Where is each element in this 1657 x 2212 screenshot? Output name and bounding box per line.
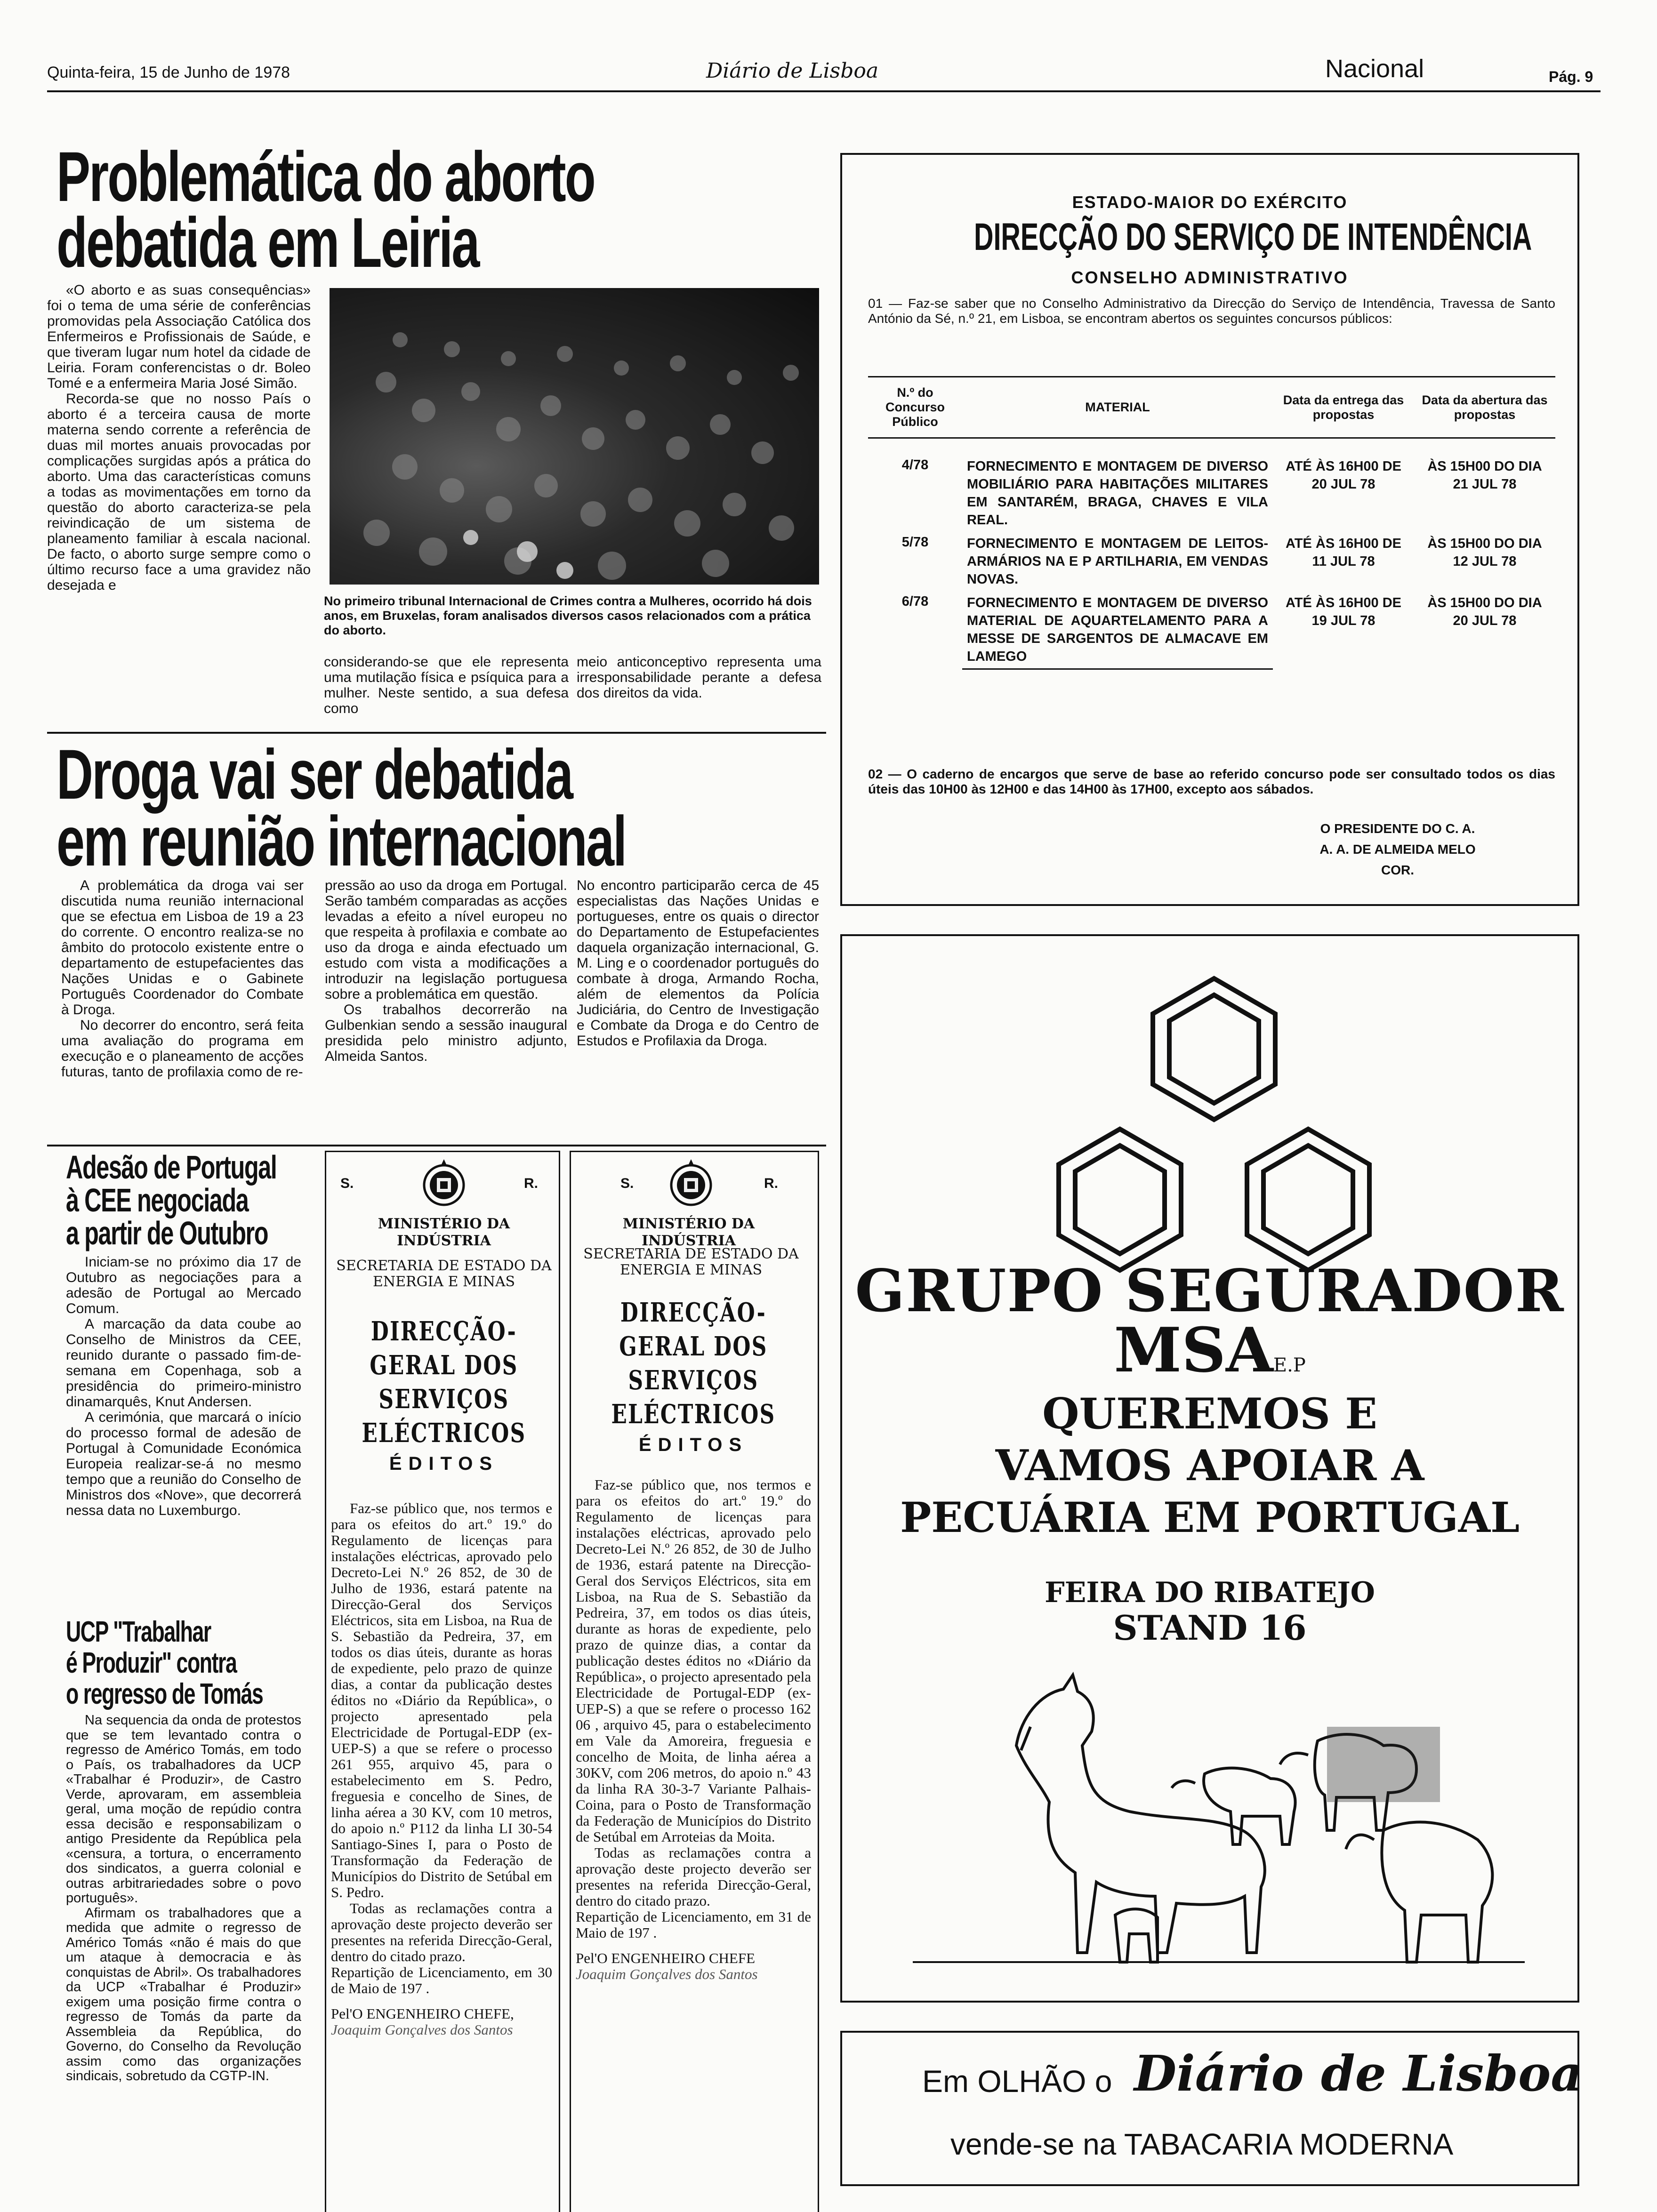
ucp-para1: Na sequencia da onda de protestos que se tem levantado contra o regresso de Américo Tomás, em todo o País, os trabalhadores da UCP «Trabalhar é Produzir», de Castro Verde, aprovaram, em assembleia geral, uma moção de repúdio contra essa decisão e responsabilizam o antigo Presidente da República pela «censura, a tortura, o encerramento dos sindicatos, a guerra colonial e outras arbitrariedades sobre o povo português». [66, 1713, 301, 1906]
edital-1-body-para2: Todas as reclamações contra a aprovação deste projecto deverão ser presentes na referida Direcção-Geral, dentro do citado prazo. [331, 1900, 552, 1964]
msa-line7: STAND 16 [1113, 1608, 1307, 1648]
row-material: FORNECIMENTO E MONTAGEM DE LEITOS-ARMÁRIOS NA E P ARTILHARIA, EM VENDAS NOVAS. [967, 536, 1268, 587]
exercito-note: 02 — O caderno de encargos que serve de base ao referido concurso pode ser consultado todos os dias úteis das 10H00 às 12H00 e das 14H00 às 17H00, excepto aos sábados. [868, 767, 1555, 796]
header-rule [47, 90, 1601, 92]
ucp-title-line3: o regresso de Tomás [66, 1678, 263, 1710]
cee-title-line2: à CEE negociada [66, 1182, 249, 1218]
edital-1-sr-right: R. [524, 1176, 538, 1191]
msa-line4: VAMOS APOIAR A [995, 1441, 1424, 1491]
coat-of-arms-icon [418, 1157, 470, 1213]
header-page: Pág. 9 [1549, 68, 1593, 85]
msa-line3: QUEREMOS E [1042, 1389, 1377, 1439]
edital-2 [570, 1151, 819, 2212]
row-num: 6/78 [901, 594, 929, 609]
droga-col1-para1: A problemática da droga vai ser discutida numa reunião internacional que se efectua em Lisboa de 19 a 23 do corrente. O encontro realiza-se no âmbito do protocolo existente entre o departamento de estupefacientes das Nações Unidas e o Gabinete Português Coordenador do Combate à Droga. [61, 878, 304, 1018]
droga-title-line2: em reunião internacional [56, 801, 626, 881]
exercito-sig3: COR. [1381, 863, 1414, 877]
th-numero: N.º do Concurso Público [868, 377, 962, 438]
aborto-col2: considerando-se que ele representa uma mutilação física e psíquica para a mulher. Neste sentido, a sua defesa como [324, 654, 569, 716]
msa-line2-text: MSA [1114, 1314, 1273, 1386]
table-row [868, 438, 1555, 532]
msa-line2 [842, 1314, 1577, 1398]
edital-2-secretaria: SECRETARIA DE ESTADO DA ENERGIA E MINAS [583, 1246, 799, 1278]
edital-1-body [331, 1500, 552, 2038]
exercito-line3: CONSELHO ADMINISTRATIVO [1071, 268, 1349, 287]
ucp-title [66, 1617, 263, 1710]
droga-rule-bottom [47, 1145, 826, 1146]
row-abertura: ÀS 15H00 DO DIA 21 JUL 78 [1427, 459, 1542, 492]
edital-1-body-para1: Faz-se público que, nos termos e para os efeitos do art.º 19.º do Regulamento de licenças para instalações eléctricas, aprovado pelo Decreto-Lei N.º 26 852, de 30 de Julho de 1936, estará patente na Direcção-Geral dos Serviços Eléctricos, sita em Lisboa, na Rua de S. Sebastião da Pedreira, 37, em todos os dias úteis, durante as horas de expediente, pelo prazo de quinze dias, a contar da publicação destes éditos no «Diário da República», o projecto apresentado pela Electricidade de Portugal-EDP (ex-UEP-S) a que se refere o processo 261 955, arquivo 45, para o estabelecimento em S. Pedro, freguesia e concelho de Sines, de linha aérea a 30 KV, com 10 metros, do apoio n.º P112 da linha LI 30-54 Santiago-Sines I, para o Posto de Transformação da Federação de Municípios do Distrito de Setúbal em S. Pedro. [331, 1500, 552, 1900]
crowd-photo-texture [330, 288, 819, 585]
edital-1-footer1: Repartição de Licenciamento, em 30 de Maio de 197 . [331, 1964, 552, 1996]
coat-of-arms-icon [665, 1157, 717, 1213]
row-abertura: ÀS 15H00 DO DIA 12 JUL 78 [1427, 536, 1542, 569]
droga-col2 [325, 878, 567, 1064]
th-abertura: Data da abertura das propostas [1414, 377, 1555, 438]
edital-2-ministry: MINISTÉRIO DA INDÚSTRIA [622, 1216, 755, 1249]
row-num: 4/78 [901, 457, 929, 473]
msa-line1: GRUPO SEGURADOR [855, 1257, 1565, 1325]
aborto-col3: meio anticonceptivo representa uma irresponsabilidade perante a defesa dos direitos da vida. [577, 654, 821, 701]
row-material: FORNECIMENTO E MONTAGEM DE DIVERSO MATERIAL DE AQUARTELAMENTO PARA A MESSE DE SARGENTOS DE ALMACAVE EM LAMEGO [962, 591, 1273, 669]
row-entrega: ATÉ ÀS 16H00 DE 20 JUL 78 [1285, 459, 1402, 492]
cee-body [66, 1254, 301, 1518]
droga-col3-para1: No encontro participarão cerca de 45 especialistas das Nações Unidas e portugueses, entre os quais o director do Departamento de Estupefacientes daquela organização internacional, G. M. Ling e o coordenador português do combate à droga, Armando Rocha, além de elementos da Polícia Judiciária, do Centro de Investigação e Combate da Droga e do Centro de Estudos e Profilaxia da Droga. [577, 878, 819, 1049]
th-entrega: Data da entrega das propostas [1273, 377, 1414, 438]
exercito-line2: DIRECÇÃO DO SERVIÇO DE INTENDÊNCIA [974, 216, 1532, 258]
edital-1-editos: ÉDITOS [389, 1453, 499, 1474]
aborto-para2: Recorda-se que no nosso País o aborto é a terceira causa de morte materna sendo corrente a referência de duas mil mortes anuais provocadas por complicações surgidas após a prática do aborto. Uma das características comuns a todas as movimentações em torno da questão do aborto caracteriza-se pela reivindicação de um sistema de planeamento familiar à escala nacional. De facto, o aborto surge sempre como o último recurso face a uma gravidez não desejada e [47, 391, 311, 593]
droga-title-line1: Droga vai ser debatida [56, 735, 572, 814]
aborto-rule-bottom [47, 732, 826, 734]
ucp-title-line2: é Produzir" contra [66, 1647, 237, 1679]
row-entrega: ATÉ ÀS 16H00 DE 11 JUL 78 [1285, 536, 1402, 569]
exercito-signature [1303, 818, 1492, 881]
header-date: Quinta-feira, 15 de Junho de 1978 [47, 64, 290, 81]
row-entrega: ATÉ ÀS 16H00 DE 19 JUL 78 [1285, 595, 1402, 628]
edital-1-footer2: Pel'O ENGENHEIRO CHEFE, [331, 2005, 514, 2022]
table-row [868, 532, 1555, 591]
msa-line2-suffix: E.P [1273, 1354, 1306, 1376]
row-material: FORNECIMENTO E MONTAGEM DE DIVERSO MOBILIÁRIO PARA HABITAÇÕES MILITARES EM SANTARÉM, BRAGA, CHAVES E VILA REAL. [967, 459, 1268, 528]
cee-para2: A marcação da data coube ao Conselho de Ministros da CEE, reunido durante o passado fim-de-semana em Copenhaga, sob a presidência do primeiro-ministro dinamarquês, Knut Andersen. [66, 1316, 301, 1410]
ucp-title-line1: UCP "Trabalhar [66, 1616, 211, 1648]
edital-1-secretaria: SECRETARIA DE ESTADO DA ENERGIA E MINAS [336, 1258, 552, 1290]
edital-1 [325, 1151, 560, 2212]
cee-title-line3: a partir de Outubro [66, 1215, 268, 1251]
ucp-para2: Afirmam os trabalhadores que a medida que admite o regresso de Américo Tomás «não é mais do que um ataque à democracia e às conquistas de Abril». Os trabalhadores da UCP «Trabalhar é Produzir» exigem uma posição firme contra o regresso de Tomás da parte da Assembleia da República, do Governo, do Conselho da Revolução assim como das organizações sindicais, sobretudo da CGTP-IN. [66, 1905, 301, 2084]
droga-col2-para2: Os trabalhos decorrerão na Gulbenkian sendo a sessão inaugural presidida pelo ministro adjunto, Almeida Santos. [325, 1002, 567, 1064]
header-section: Nacional [1325, 55, 1424, 83]
msa-line5: PECUÁRIA EM PORTUGAL [900, 1493, 1520, 1542]
row-num: 5/78 [901, 535, 929, 550]
edital-2-body [576, 1477, 811, 1982]
edital-2-editos: ÉDITOS [638, 1435, 748, 1455]
aborto-caption: No primeiro tribunal Internacional de Crimes contra a Mulheres, ocorrido há dois anos, em Bruxelas, foram analisados diversos casos relacionados com a prática do aborto. [324, 594, 812, 637]
droga-col1 [61, 878, 304, 1080]
row-abertura: ÀS 15H00 DO DIA 20 JUL 78 [1427, 595, 1542, 628]
aborto-photo [330, 288, 819, 585]
droga-col3 [577, 878, 819, 1049]
exercito-intro: 01 — Faz-se saber que no Conselho Administrativo da Direcção do Serviço de Intendência, Travessa de Santo António da Sé, n.º 21, em Lisboa, se encontram abertos os seguintes concursos públicos: [868, 296, 1555, 326]
ad-msa [840, 934, 1579, 2003]
edital-1-title: DIRECÇÃO-GERAL DOS SERVIÇOS ELÉCTRICOS [362, 1316, 526, 1449]
table-row [868, 591, 1555, 669]
edital-2-body-para2: Todas as reclamações contra a aprovação deste projecto deverão ser presentes na referida Direcção-Geral, dentro do citado prazo. [576, 1844, 811, 1909]
droga-col1-para2: No decorrer do encontro, será feita uma avaliação do programa em execução e o planeamento de acções futuras, tanto de profilaxia como de re- [61, 1018, 304, 1080]
exercito-notice [840, 153, 1579, 906]
edital-1-sr-left: S. [340, 1176, 354, 1191]
th-material: MATERIAL [962, 377, 1273, 438]
edital-1-ministry: MINISTÉRIO DA INDÚSTRIA [378, 1216, 510, 1249]
livestock-illustration-icon [913, 1661, 1525, 1990]
edital-2-title: DIRECÇÃO-GERAL DOS SERVIÇOS ELÉCTRICOS [611, 1297, 776, 1430]
exercito-table [868, 376, 1555, 670]
header-masthead: Diário de Lisboa [706, 59, 879, 83]
edital-2-footer1: Repartição de Licenciamento, em 31 de Maio de 197 . [576, 1908, 811, 1941]
cee-title-line1: Adesão de Portugal [66, 1149, 277, 1186]
exercito-table-header [868, 377, 1555, 438]
cee-para1: Iniciam-se no próximo dia 17 de Outubro as negociações para a adesão de Portugal ao Mercado Comum. [66, 1254, 301, 1316]
edital-1-footer3: Joaquim Gonçalves dos Santos [331, 2021, 513, 2038]
edital-2-sr-left: S. [620, 1176, 634, 1191]
cee-para3: A cerimónia, que marcará o início do processo formal de adesão de Portugal à Comunidade Económica Europeia realizar-se-á no mesmo tempo que a reunião do Conselho de Ministros dos «Nove», que decorrerá nessa data no Luxemburgo. [66, 1410, 301, 1518]
exercito-line1: ESTADO-MAIOR DO EXÉRCITO [1072, 192, 1348, 212]
exercito-table-wrap [868, 376, 1555, 670]
edital-2-body-para1: Faz-se público que, nos termos e para os efeitos do art.º 19.º do Regulamento de licenças para instalações eléctricas, aprovado pelo Decreto-Lei N.º 26 852, de 30 de Julho de 1936, estará patente na Direcção-Geral dos Serviços Eléctricos, sita em Lisboa, na Rua de S. Sebastião da Pedreira, 37, em todos os dias úteis, durante as horas de expediente, pelo prazo de quinze dias, a contar da publicação destes éditos no «Diário da República», o projecto apresentado pela Electricidade de Portugal-EDP (ex-UEP-S) a que se refere o processo 162 06 , arquivo 45, para o estabelecimento em Vale da Amoreira, freguesia e concelho de Moita, de linha aérea a 30KV, com 206 metros, do apoio n.º 43 da linha RA 30-3-7 Variante Palhais-Coina, para o Posto de Transformação da Federação de Municípios do Distrito de Setúbal em Arroteias da Moita. [576, 1476, 811, 1845]
msa-line6: FEIRA DO RIBATEJO [1045, 1576, 1375, 1609]
droga-col2-para1: pressão ao uso da droga em Portugal. Serão também comparadas as acções levadas a efeito a nível europeu no que respeita à profilaxia e combate ao uso da droga e ainda efectuado um estudo com vista a modificações a introduzir na legislação portuguesa sobre a problemática em questão. [325, 878, 567, 1002]
exercito-sig2: A. A. DE ALMEIDA MELO [1319, 842, 1476, 857]
olhao-line2: vende-se na TABACARIA MODERNA [950, 2127, 1454, 2161]
edital-2-footer3: Joaquim Gonçalves dos Santos [576, 1966, 758, 1982]
ad-olhao [840, 2031, 1583, 2186]
exercito-sig1: O PRESIDENTE DO C. A. [1320, 821, 1475, 836]
ucp-body [66, 1713, 301, 2084]
aborto-title-line1: Problemática do aborto [56, 137, 595, 216]
aborto-title-line2: debatida em Leiria [56, 203, 479, 282]
cee-title [66, 1151, 276, 1250]
aborto-para1: «O aborto e as suas consequências» foi o tema de uma série de conferências promovidas pela Associação Católica dos Enfermeiros e Profissionais de Saúde, e que tiveram lugar num hotel da cidade de Leiria. Foram conferencistas o dr. Boleo Tomé e a enfermeira Maria José Simão. [47, 282, 311, 391]
edital-2-footer2: Pel'O ENGENHEIRO CHEFE [576, 1950, 756, 1966]
edital-2-sr-right: R. [764, 1176, 778, 1191]
olhao-prefix: Em OLHÃO o [922, 2064, 1112, 2099]
olhao-masthead: Diário de Lisboa [1134, 2044, 1583, 2102]
aborto-col1 [47, 282, 311, 593]
